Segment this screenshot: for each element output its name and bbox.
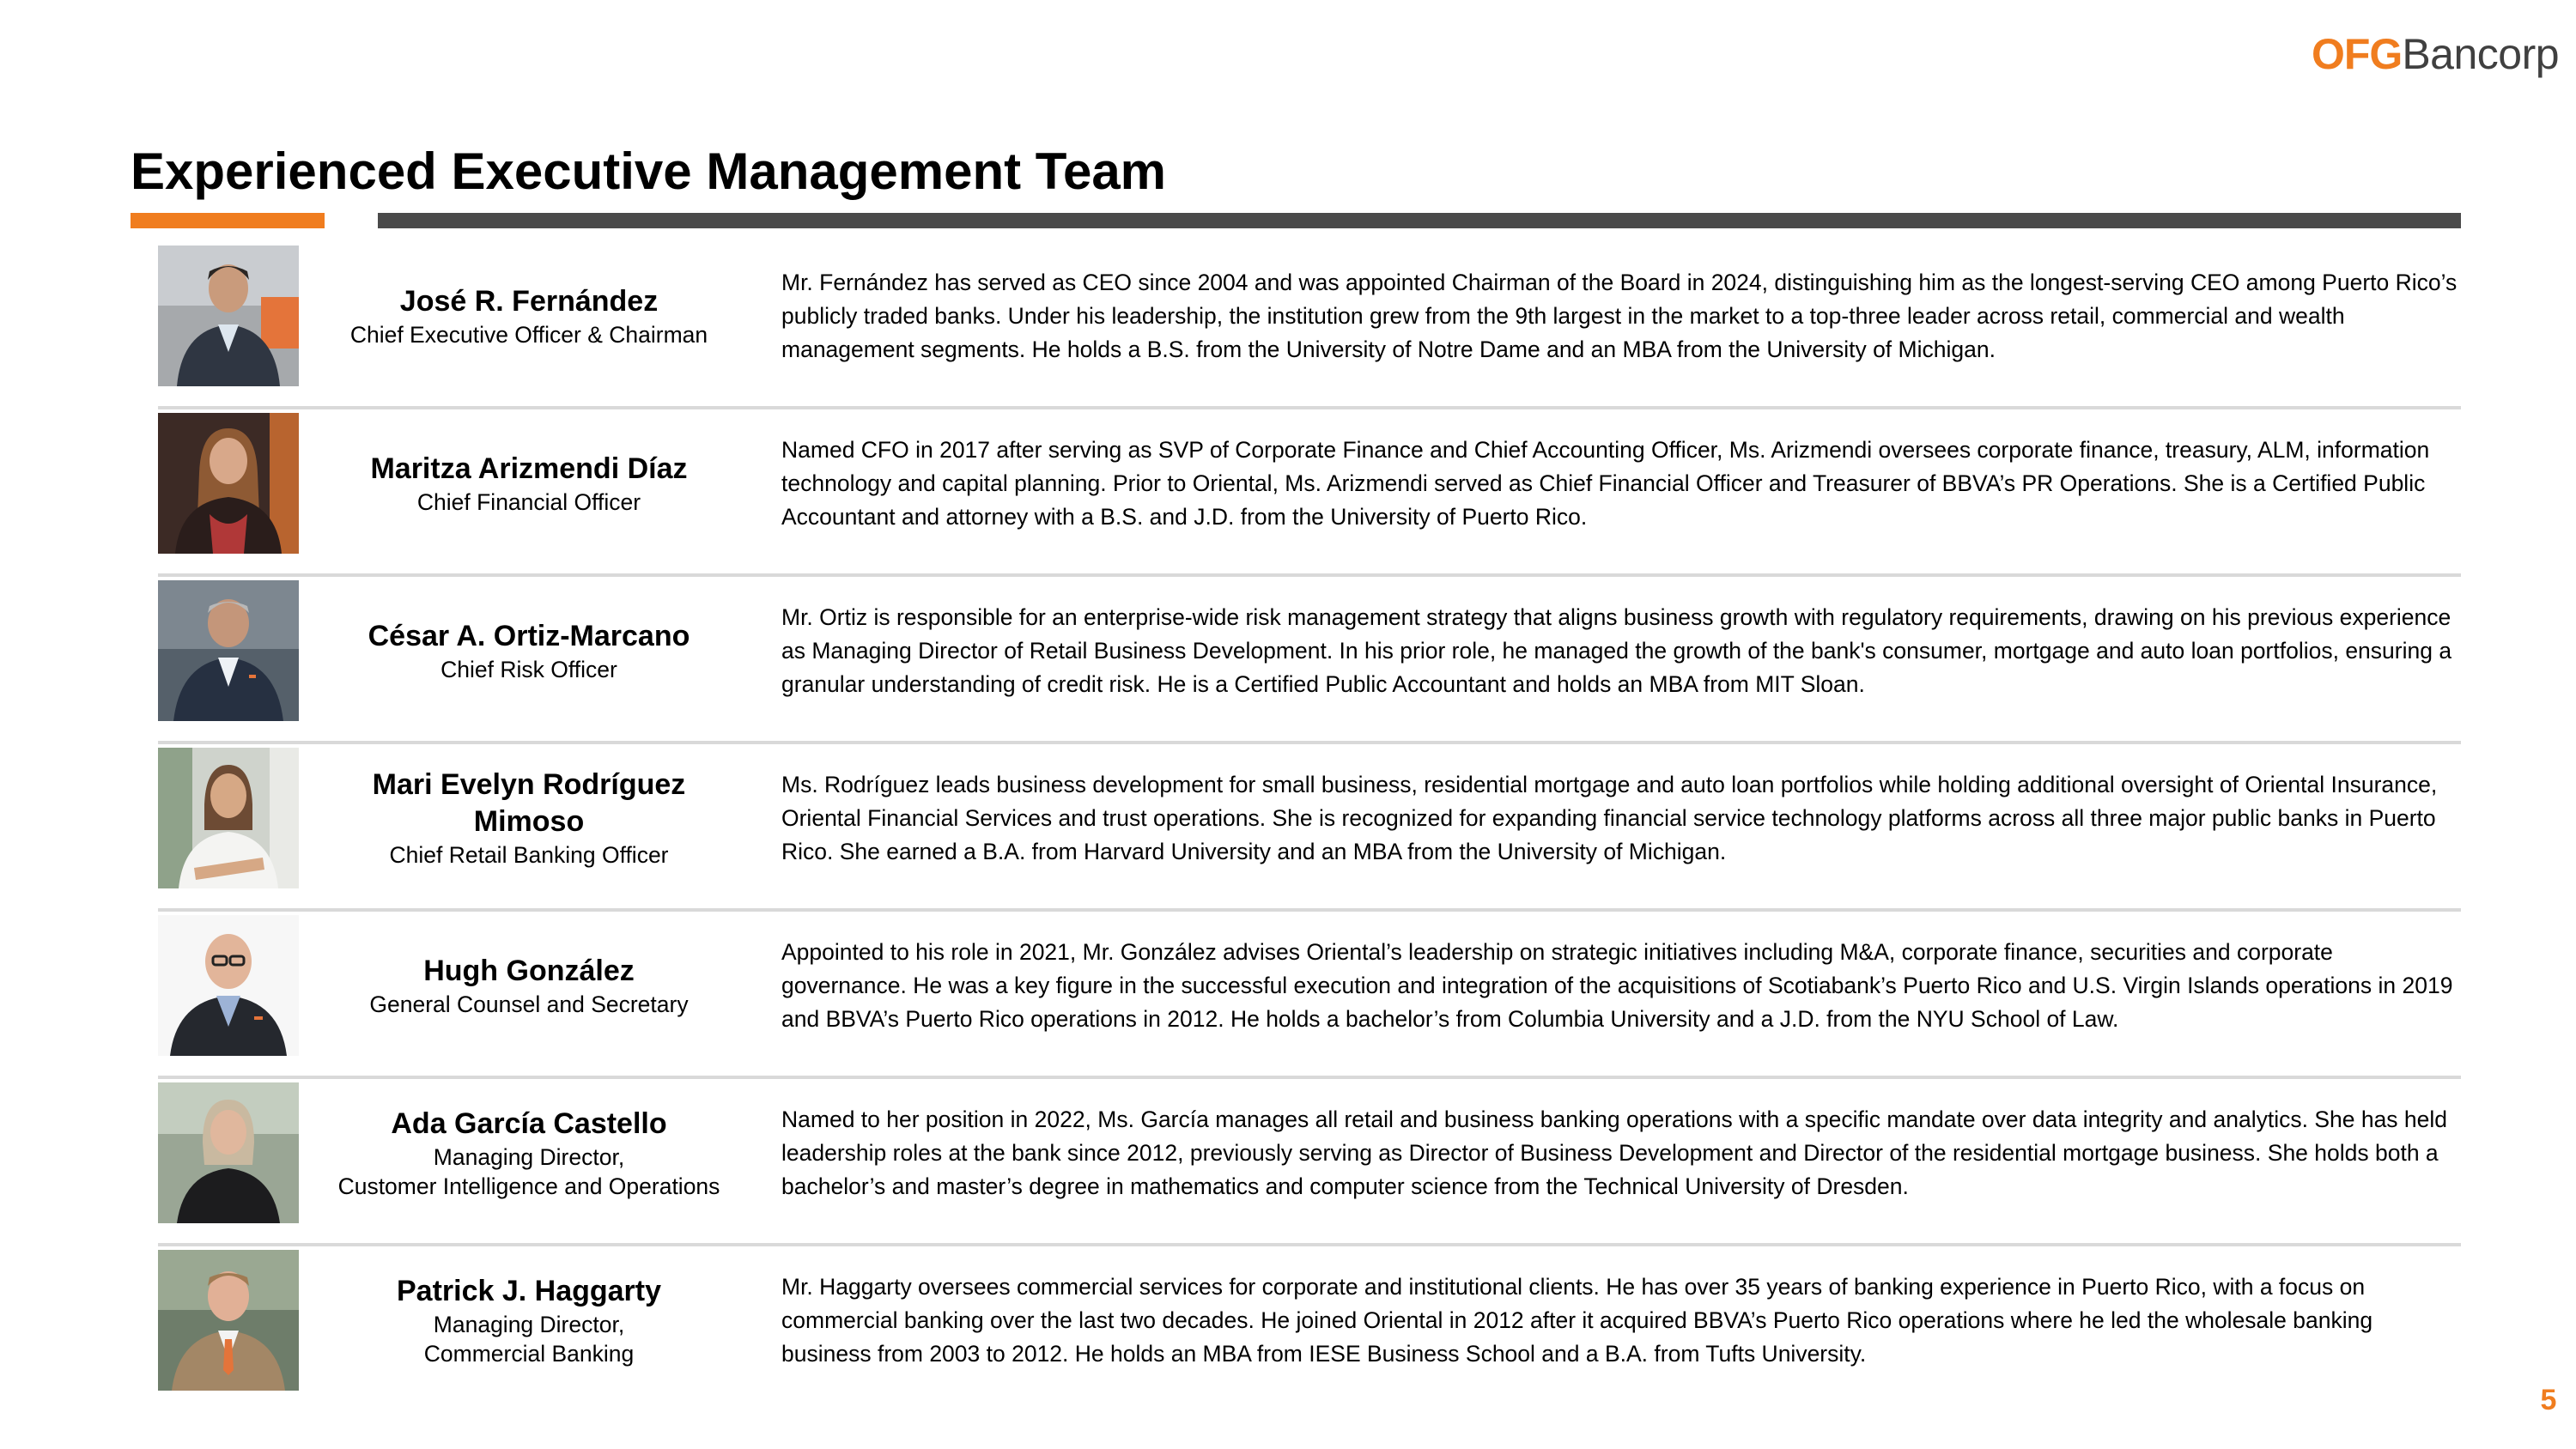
executive-row <box>158 1079 2461 1246</box>
person-portrait-icon <box>158 580 299 721</box>
executive-photo <box>158 1082 299 1223</box>
executive-name: Mari Evelyn Rodríguez Mimoso <box>372 768 686 838</box>
executive-name: José R. Fernández <box>399 284 659 318</box>
executive-row <box>158 744 2461 912</box>
executive-bio <box>781 1246 2461 1394</box>
executive-bio-text: Mr. Haggarty oversees commercial services for corporate and institutional clients. He has over 35 years of banking experience in Puerto Rico, with a focus on commercial banking over the last two decades. He joined Oriental in 2012 after it acquired BBVA’s Puerto Rico operations where he led the wholesale banking business from 2003 to 2012. He holds an MBA from IESE Business School and a B.A. from Tufts University. <box>781 1273 2373 1367</box>
executive-role: Chief Retail Banking Officer <box>389 842 669 868</box>
executive-photo <box>158 580 299 721</box>
person-portrait-icon <box>158 1082 299 1223</box>
executive-bio-text: Named CFO in 2017 after serving as SVP of Corporate Finance and Chief Accounting Officer, Ms. Arizmendi oversees corporate finance, treasury, ALM, information technology and capital planning. Prior to Oriental, Ms. Arizmendi served as Chief Financial Officer and Treasurer of BBVA’s PR Operations. She is a Certified Public Accountant and attorney with a B.S. and J.D. from the University of Puerto Rico. <box>781 436 2430 530</box>
executive-bio <box>781 577 2461 724</box>
executive-list <box>158 242 2461 1410</box>
executive-photo <box>158 246 299 386</box>
executive-role: Chief Risk Officer <box>440 656 617 682</box>
executive-photo <box>158 1250 299 1391</box>
person-portrait-icon <box>158 1250 299 1391</box>
person-portrait-icon <box>158 413 299 554</box>
executive-role-line-2: Commercial Banking <box>423 1340 635 1367</box>
executive-bio-text: Appointed to his role in 2021, Mr. González advises Oriental’s leadership on strategic initiatives including M&A, corporate finance, securities and corporate governance. He was a key figure in the successful execution and integration of the acquisitions of Scotiabank’s Puerto Rico and U.S. Virgin Islands operations in 2019 and BBVA’s Puerto Rico operations in 2012. He holds a bachelor’s from Columbia University and a J.D. from the NYU School of Law. <box>781 938 2453 1032</box>
executive-bio <box>781 1079 2461 1227</box>
person-portrait-icon <box>158 246 299 386</box>
executive-bio <box>781 242 2461 390</box>
executive-role: Managing Director, <box>433 1311 625 1337</box>
executive-bio-text: Ms. Rodríguez leads business development for small business, residential mortgage and auto loan portfolios while holding additional oversight of Oriental Insurance, Oriental Financial Services and trust operations. She is recognized for expanding financial service technology platforms across all three major public banks in Puerto Rico. She earned a B.A. from Harvard University and an MBA from the University of Michigan. <box>781 771 2438 864</box>
executive-role: Managing Director, <box>433 1143 625 1170</box>
executive-name: César A. Ortiz-Marcano <box>368 619 690 652</box>
executive-bio <box>781 744 2461 892</box>
executive-bio <box>781 912 2461 1059</box>
executive-role-line-2: Customer Intelligence and Operations <box>337 1173 720 1199</box>
executive-photo <box>158 748 299 888</box>
title-accent-bar <box>131 213 325 228</box>
logo-ofg-text: OFG <box>2312 30 2403 78</box>
page-number: 5 <box>2540 1384 2557 1416</box>
executive-row <box>158 577 2461 744</box>
executive-role: General Counsel and Secretary <box>369 991 689 1017</box>
executive-name: Hugh González <box>423 954 635 987</box>
executive-bio-text: Mr. Ortiz is responsible for an enterprise-wide risk management strategy that aligns business growth with regulatory requirements, drawing on his previous experience as Managing Director of Retail Business Development. In his prior role, he managed the growth of the bank's consumer, mortgage and auto loan portfolios, ensuring a granular understanding of credit risk. He is a Certified Public Accountant and holds an MBA from MIT Sloan. <box>781 603 2452 697</box>
executive-row <box>158 912 2461 1079</box>
title-divider-bar <box>378 213 2461 228</box>
executive-name: Maritza Arizmendi Díaz <box>370 452 688 485</box>
executive-photo <box>158 413 299 554</box>
logo-bancorp-text: Bancorp <box>2402 30 2560 78</box>
executive-role: Chief Executive Officer & Chairman <box>349 321 708 348</box>
executive-photo <box>158 915 299 1056</box>
executive-row <box>158 1246 2461 1410</box>
executive-role: Chief Financial Officer <box>416 488 641 515</box>
executive-bio-text: Named to her position in 2022, Ms. García manages all retail and business banking operations with a specific mandate over data integrity and analytics. She has held leadership roles at the bank since 2012, previously serving as Director of Business Development and Director of the residential mortgage business. She holds both a bachelor’s and master’s degree in mathematics and computer science from the Technical University of Dresden. <box>781 1106 2448 1199</box>
page-title: Experienced Executive Management Team <box>131 142 1167 200</box>
executive-bio <box>781 409 2461 557</box>
person-portrait-icon <box>158 748 299 888</box>
executive-row <box>158 242 2461 409</box>
executive-name: Ada García Castello <box>391 1106 667 1140</box>
executive-row <box>158 409 2461 577</box>
executive-bio-text: Mr. Fernández has served as CEO since 2004 and was appointed Chairman of the Board in 2024, distinguishing him as the longest-serving CEO among Puerto Rico’s publicly traded banks. Under his leadership, the institution grew from the 9th largest in the market to a top-three leader across retail, commercial and wealth management segments. He holds a B.S. from the University of Notre Dame and an MBA from the University of Michigan. <box>781 269 2458 362</box>
executive-name: Patrick J. Haggarty <box>396 1274 662 1307</box>
ofg-bancorp-logo <box>2312 29 2559 81</box>
person-portrait-icon <box>158 915 299 1056</box>
